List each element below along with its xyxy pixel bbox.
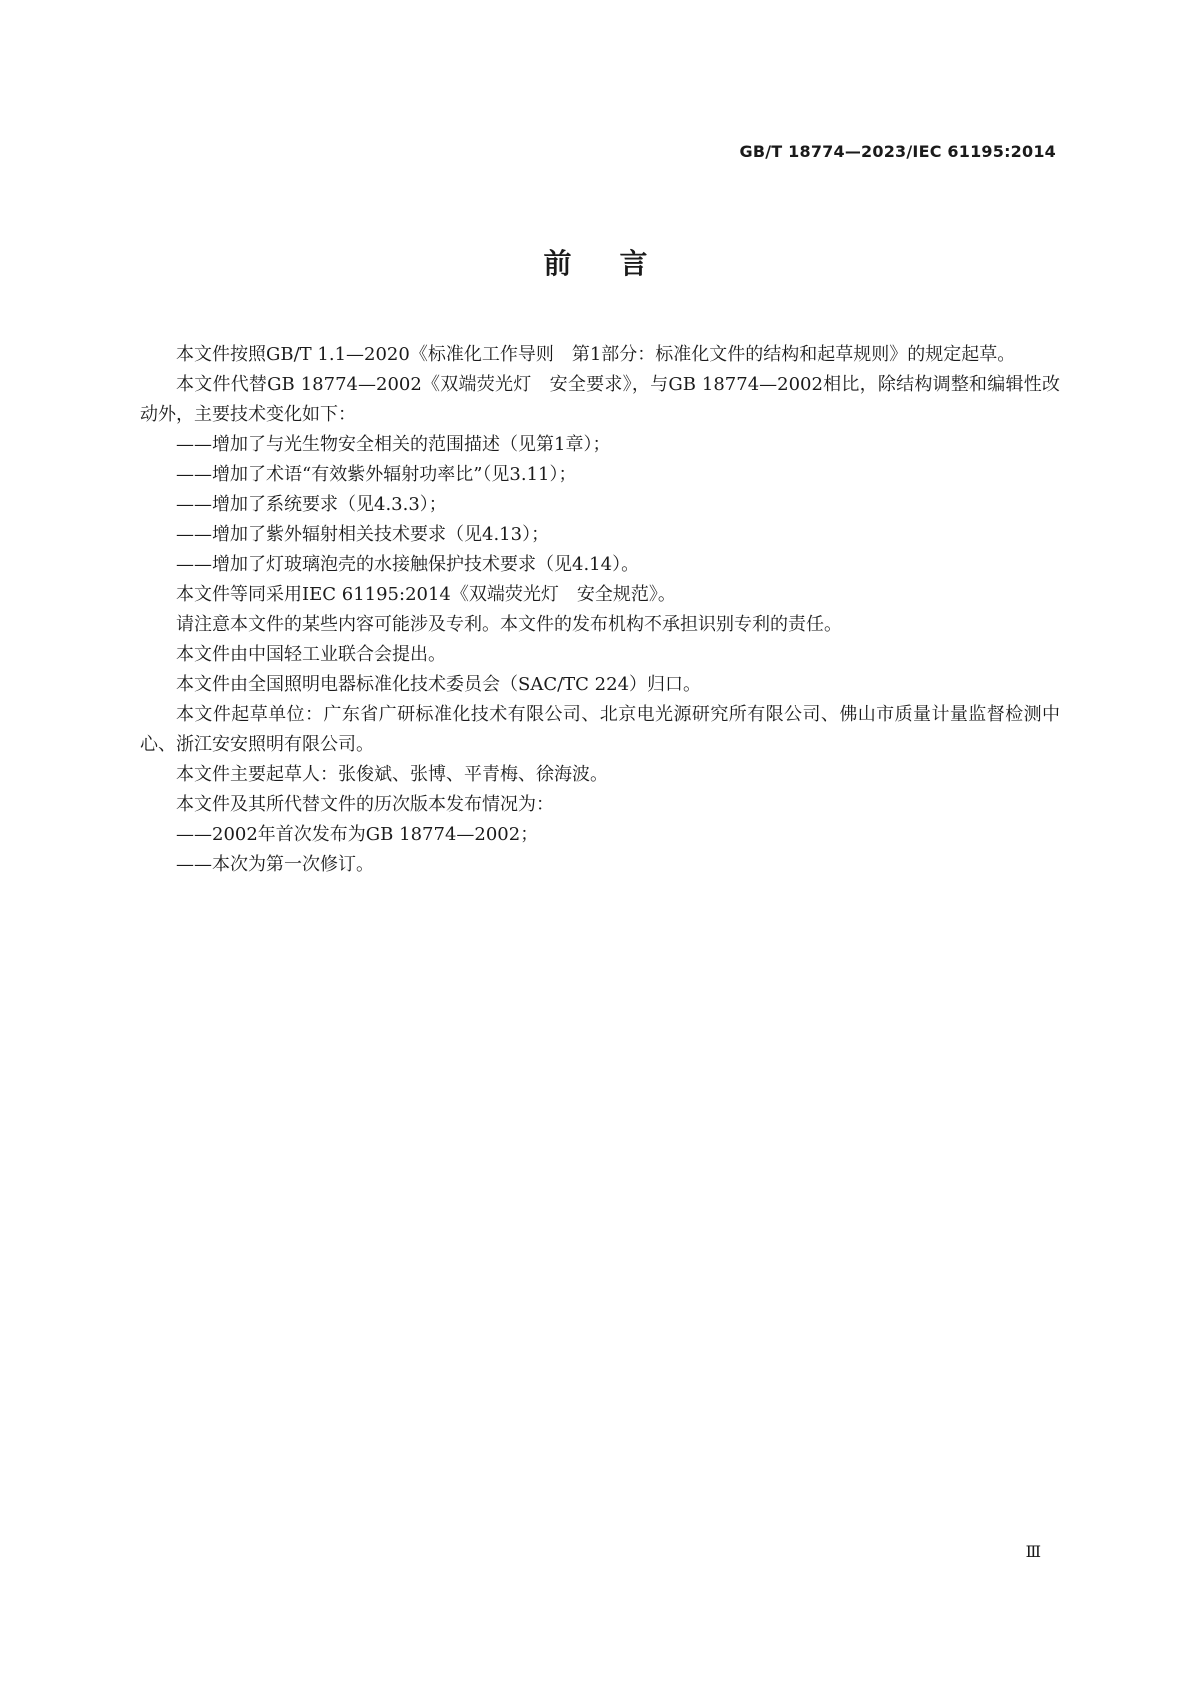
- version-item: ——本次为第一次修订。: [176, 854, 374, 875]
- paragraph-committee: 本文件由全国照明电器标准化技术委员会（SAC/TC 224）归口。: [176, 674, 702, 695]
- change-item: ——增加了紫外辐射相关技术要求（见4.13）；: [176, 524, 550, 545]
- document-body: [140, 340, 1060, 880]
- paragraph-drafting-basis: 本文件按照GB/T 1.1—2020《标准化工作导则 第1部分：标准化文件的结构和起草规则》的规定起草。: [176, 344, 1016, 365]
- paragraph-replacement: 本文件代替GB 18774—2002《双端荧光灯 安全要求》，与GB 18774—2002相比，除结构调整和编辑性改动外，主要技术变化如下：: [140, 374, 1060, 425]
- standard-number: GB/T 18774—2023/IEC 61195:2014: [739, 142, 1056, 161]
- change-item: ——增加了灯玻璃泡壳的水接触保护技术要求（见4.14）。: [176, 554, 640, 575]
- paragraph-patent-notice: 请注意本文件的某些内容可能涉及专利。本文件的发布机构不承担识别专利的责任。: [176, 614, 842, 635]
- paragraph-drafting-units: 本文件起草单位：广东省广研标准化技术有限公司、北京电光源研究所有限公司、佛山市质量计量监督检测中心、浙江安安照明有限公司。: [140, 704, 1060, 755]
- paragraph-proposer: 本文件由中国轻工业联合会提出。: [176, 644, 446, 665]
- change-item: ——增加了与光生物安全相关的范围描述（见第1章）；: [176, 434, 611, 455]
- paragraph-version-history: 本文件及其所代替文件的历次版本发布情况为：: [176, 794, 554, 815]
- change-item: ——增加了术语“有效紫外辐射功率比”（见3.11）；: [176, 464, 577, 485]
- paragraph-adoption: 本文件等同采用IEC 61195:2014《双端荧光灯 安全规范》。: [176, 584, 676, 605]
- paragraph-drafters: 本文件主要起草人：张俊斌、张博、平青梅、徐海波。: [176, 764, 608, 785]
- page-title: 前言: [543, 247, 696, 280]
- version-item: ——2002年首次发布为GB 18774—2002；: [176, 824, 539, 845]
- change-item: ——增加了系统要求（见4.3.3）；: [176, 494, 447, 515]
- page-number: Ⅲ: [1025, 1542, 1041, 1561]
